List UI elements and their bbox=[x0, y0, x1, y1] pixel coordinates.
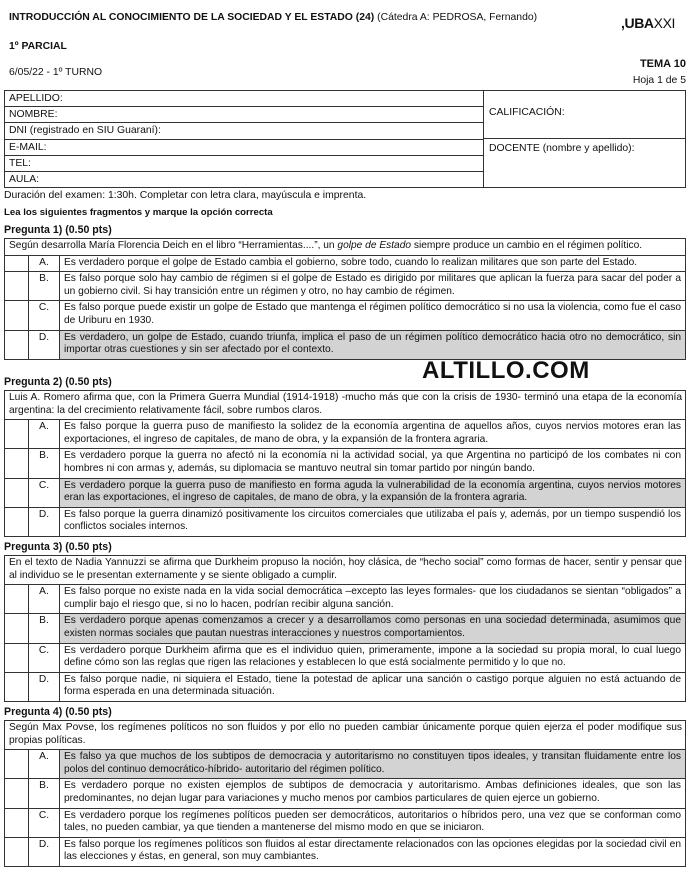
field-apellido[interactable]: APELLIDO: bbox=[5, 91, 483, 107]
option-text: Es verdadero porque apenas comenzamos a crecer y a desarrollamos como personas en una sociedad determinada, asumimos que existen normas sociales que pautan nuestras interacciones y nuestros comportamientos. bbox=[60, 614, 685, 642]
option-text: Es falso porque la guerra puso de manifiesto la solidez de la economía argentina de aquellos años, cuyos nervios motores eran las exportaciones, el ingreso de capitales, de mano de obra, y la expansión de la frontera agraria. bbox=[64, 421, 681, 445]
question-1-option-b[interactable] bbox=[5, 272, 685, 301]
question-2-option-a[interactable] bbox=[5, 420, 685, 449]
uba-xxi-logo bbox=[621, 15, 675, 31]
field-dni[interactable]: DNI (registrado en SIU Guaraní): bbox=[5, 123, 483, 139]
option-text: Es falso porque solo hay cambio de régimen si el golpe de Estado es dirigido por militares que aplican la fuerza para sacar del poder a un gobierno civil. Si hay transición entre un régimen y otro, no hay cambio de régimen. bbox=[64, 273, 681, 297]
option-letter: D. bbox=[28, 673, 60, 701]
tema-label: TEMA 10 bbox=[639, 58, 686, 70]
option-letter: D. bbox=[28, 331, 60, 359]
question-1-option-d[interactable] bbox=[5, 331, 685, 359]
watermark: ALTILLO.COM bbox=[422, 357, 590, 384]
question-3-option-b[interactable] bbox=[5, 614, 685, 643]
option-letter: A. bbox=[28, 750, 60, 778]
question-2 bbox=[4, 390, 686, 537]
logo-light-text: XXI bbox=[653, 15, 675, 31]
option-text: Es verdadero porque la guerra no afectó ni la economía ni la actividad social, ya que Argentina no participó de los combates ni con hombres ni con armas y, además, su diplomacia se mantuvo neutral sin tomar partido por ningún bando. bbox=[64, 450, 681, 474]
option-text: Es falso porque no existe nada en la vida social democrática –excepto las leyes formales- que los ciudadanos se sientan “obligados” a cumplir bajo el riesgo que, si no lo hacen, podrían recibir alguna sanción. bbox=[64, 586, 681, 610]
question-3-option-a[interactable] bbox=[5, 585, 685, 614]
option-letter: A. bbox=[28, 585, 60, 613]
option-text: Es verdadero porque los regímenes políticos pueden ser democráticos, autoritarios o híbridos pero, una vez que se conforman como tales, no pueden cambiar, ya que tienden a mantenerse del mismo modo en que se iniciaron. bbox=[64, 809, 681, 834]
question-2-stem: Luis A. Romero afirma que, con la Primera Guerra Mundial (1914-1918) -mucho más que con la crisis de 1930- terminó una etapa de la economía argentina: la del crecimiento relativamente fácil, sobre rumbos claros. bbox=[5, 391, 685, 420]
catedra-text: (Cátedra A: PEDROSA, Fernando) bbox=[374, 12, 538, 23]
option-text: Es verdadero porque la guerra puso de manifiesto en forma aguda la vulnerabilidad de la economía argentina, cuyos nervios motores eran las exportaciones, el ingreso de capitales, de mano de obra, y la expansión de la frontera agraria. bbox=[60, 479, 685, 507]
question-3-option-d[interactable] bbox=[5, 673, 685, 701]
option-letter: B. bbox=[28, 272, 60, 300]
exam-name: 1º PARCIAL bbox=[9, 41, 67, 52]
option-text: Es verdadero porque el golpe de Estado cambia el gobierno, sobre todo, cuando lo realizan militares que son parte del Estado. bbox=[64, 256, 638, 268]
field-tel[interactable]: TEL: bbox=[5, 156, 483, 172]
student-fields bbox=[5, 91, 484, 187]
exam-duration: Duración del examen: 1:30h. Completar con letra clara, mayúscula e imprenta. bbox=[4, 190, 367, 201]
course-name: INTRODUCCIÓN AL CONOCIMIENTO DE LA SOCIEDAD Y EL ESTADO (24) bbox=[9, 12, 375, 23]
question-1-title: Pregunta 1) (0.50 pts) bbox=[4, 224, 112, 236]
option-letter: B. bbox=[28, 779, 60, 807]
question-4-option-b[interactable] bbox=[5, 779, 685, 808]
field-aula[interactable]: AULA: bbox=[9, 173, 40, 185]
question-2-option-d[interactable] bbox=[5, 508, 685, 536]
question-4-option-d[interactable] bbox=[5, 838, 685, 866]
question-1 bbox=[4, 238, 686, 360]
question-1-option-c[interactable] bbox=[5, 301, 685, 330]
question-3-title: Pregunta 3) (0.50 pts) bbox=[4, 541, 112, 553]
field-email[interactable]: E-MAIL: bbox=[5, 140, 483, 156]
option-text: Es falso porque la guerra dinamizó positivamente los circuitos comerciales que utilizaba el país y, además, por un tiempo suspendió los conflictos sociales internos. bbox=[64, 508, 681, 533]
option-letter: B. bbox=[28, 614, 60, 642]
option-letter: A. bbox=[28, 420, 60, 448]
option-text: Es falso porque los regímenes políticos son fluidos al estar directamente relacionados con las opciones elegidas por la sociedad civil en las elecciones y éstas, en general, son muy cambiantes. bbox=[64, 838, 681, 863]
option-letter: D. bbox=[28, 508, 60, 536]
option-text: Es falso porque puede existir un golpe de Estado que mantenga el régimen político democrático si no usa la violencia, como fue el caso de Uriburu en 1930. bbox=[64, 302, 681, 326]
option-text: Es verdadero porque no existen ejemplos de subtipos de democracia y autoritarismo. Ambas definiciones ideales, que son las predominantes, no dejan lugar para variaciones y mucho menos por cambios particulares de quien ejerce un gobierno. bbox=[64, 780, 681, 804]
stem-text-italic: golpe de Estado bbox=[337, 240, 412, 251]
option-text: Es verdadero porque Durkheim afirma que es el individuo quien, primeramente, impone a la sociedad su propia moral, lo cual luego define cómo son las reglas que rigen las relaciones y establecen lo que está socialmente permitido y lo que no. bbox=[64, 644, 681, 669]
stem-text-post: siempre produce un cambio en el régimen político. bbox=[411, 240, 643, 251]
stem-text-pre: Según desarrolla María Florencia Deich en el libro “Herramientas....”, un bbox=[9, 240, 338, 251]
question-3 bbox=[4, 555, 686, 702]
question-1-option-a[interactable] bbox=[5, 256, 685, 273]
instructions-lead: Lea los siguientes fragmentos y marque la opción correcta bbox=[4, 207, 273, 218]
option-letter: C. bbox=[28, 809, 60, 837]
option-letter: B. bbox=[28, 449, 60, 477]
option-letter: D. bbox=[28, 838, 60, 866]
option-text: Es falso porque nadie, ni siquiera el Estado, tiene la potestad de aplicar una sanción o castigo porque alguien no está actuando de forma esperada en una determinada situación. bbox=[64, 673, 681, 698]
field-calificacion[interactable]: CALIFICACIÓN: bbox=[483, 91, 686, 139]
question-1-stem bbox=[5, 239, 685, 256]
student-id-box bbox=[4, 90, 686, 188]
question-4-title: Pregunta 4) (0.50 pts) bbox=[4, 706, 112, 718]
question-2-option-b[interactable] bbox=[5, 449, 685, 478]
option-letter: C. bbox=[28, 301, 60, 329]
option-letter: A. bbox=[28, 256, 60, 272]
option-letter: C. bbox=[28, 644, 60, 672]
question-4-option-c[interactable] bbox=[5, 809, 685, 838]
page-count: Hoja 1 de 5 bbox=[632, 75, 686, 86]
course-title bbox=[9, 10, 569, 26]
question-3-stem: En el texto de Nadia Yannuzzi se afirma que Durkheim propuso la noción, hoy clásica, de “hecho social” como formas de hacer, sentir y pensar que al individuo se le presentan externamente y se siente obligado a cumplir. bbox=[5, 556, 685, 585]
question-4-stem: Según Max Povse, los regímenes políticos no son fluidos y por ello no pueden cambiar únicamente porque quien ejerza el poder modifique sus propias políticas. bbox=[5, 721, 685, 750]
option-text: Es verdadero, un golpe de Estado, cuando triunfa, implica el paso de un régimen político democrático hacia otro no democrático, sin importar otras cuestiones y sin ser afectado por el contexto. bbox=[60, 331, 685, 359]
question-2-option-c[interactable] bbox=[5, 479, 685, 508]
field-docente[interactable]: DOCENTE (nombre y apellido): bbox=[489, 143, 635, 154]
field-nombre[interactable]: NOMBRE: bbox=[5, 107, 483, 123]
logo-bold-text: ,UBA bbox=[621, 15, 654, 31]
option-text: Es falso ya que muchos de los subtipos de democracia y autoritarismo no constituyen tipos ideales, y transitan fluidamente entre los polos del continuo democrático-híbrido- autoritario del régimen político. bbox=[60, 750, 685, 778]
question-2-title: Pregunta 2) (0.50 pts) bbox=[4, 376, 112, 388]
question-4-option-a[interactable] bbox=[5, 750, 685, 779]
option-letter: C. bbox=[28, 479, 60, 507]
question-4 bbox=[4, 720, 686, 867]
exam-date: 6/05/22 - 1º TURNO bbox=[9, 67, 103, 78]
question-3-option-c[interactable] bbox=[5, 644, 685, 673]
